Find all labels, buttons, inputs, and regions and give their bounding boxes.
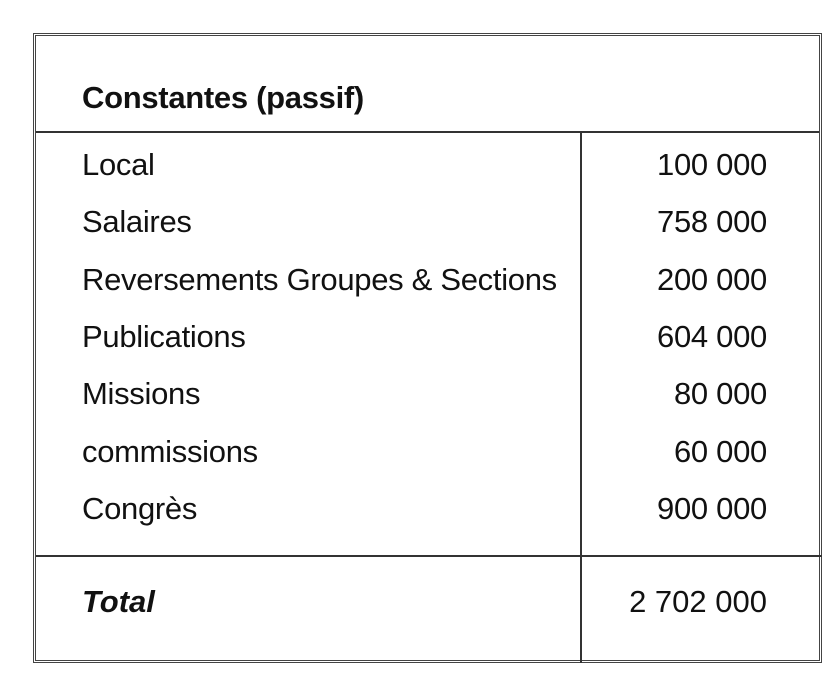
total-divider bbox=[36, 555, 822, 557]
row-label-local: Local bbox=[82, 147, 155, 182]
total-value: 2 702 000 bbox=[629, 584, 767, 619]
row-value-salaires: 758 000 bbox=[657, 204, 767, 239]
row-value-missions: 80 000 bbox=[673, 376, 767, 411]
row-value-reversements: 200 000 bbox=[657, 262, 767, 297]
row-value-publications: 604 000 bbox=[657, 319, 767, 354]
column-divider bbox=[580, 131, 582, 663]
row-value-congres: 900 000 bbox=[657, 491, 767, 526]
row-label-reversements: Reversements Groupes & Sections bbox=[82, 262, 557, 297]
total-label: Total bbox=[82, 584, 155, 619]
row-label-congres: Congrès bbox=[82, 491, 198, 526]
row-label-commissions: commissions bbox=[82, 434, 258, 469]
row-label-publications: Publications bbox=[82, 319, 246, 354]
budget-table bbox=[33, 33, 822, 663]
row-label-salaires: Salaires bbox=[82, 204, 192, 239]
table-title: Constantes (passif) bbox=[82, 80, 364, 115]
header-divider bbox=[36, 131, 819, 133]
row-label-missions: Missions bbox=[82, 376, 201, 411]
row-value-commissions: 60 000 bbox=[673, 434, 767, 469]
row-value-local: 100 000 bbox=[657, 147, 767, 182]
